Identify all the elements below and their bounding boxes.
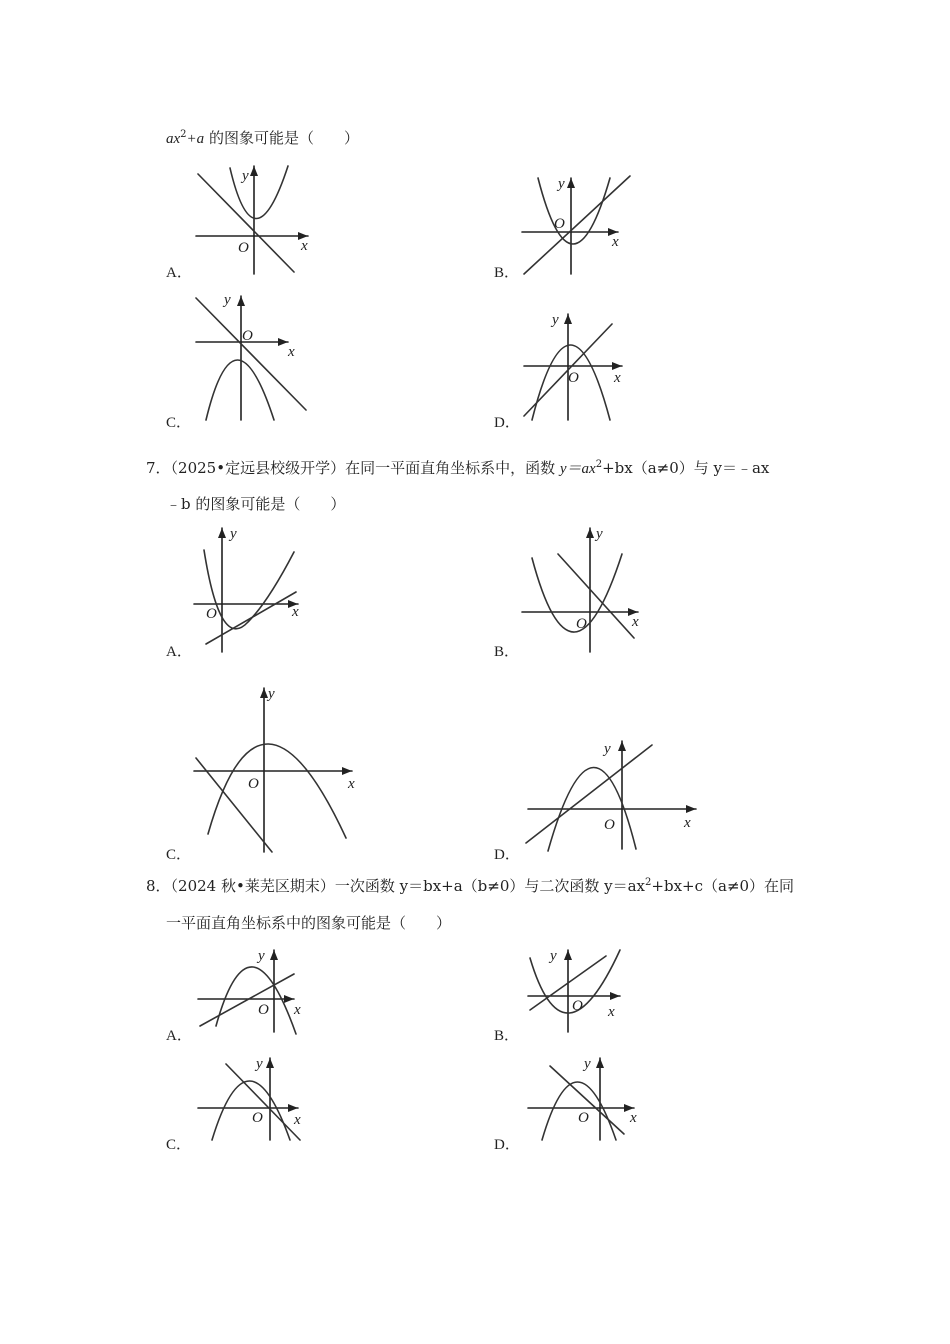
svg-text:y: y (242, 168, 249, 184)
q6-prompt-tail: $ax^2+a$ 的图象可能是（ ） (166, 129, 359, 147)
svg-text:O: O (554, 216, 565, 232)
svg-text:x: x (630, 1110, 637, 1126)
q8-graph-a (190, 944, 320, 1034)
q7-option-d[interactable]: D． (494, 847, 520, 863)
q8-stem-line2: 一平面直角坐标系中的图象可能是（ ） (166, 914, 452, 932)
svg-text:x: x (301, 238, 308, 254)
q6-option-d[interactable]: D． (494, 415, 520, 431)
svg-text:x: x (684, 815, 691, 831)
svg-text:O: O (252, 1110, 263, 1126)
svg-text:x: x (288, 344, 295, 360)
q8-option-c[interactable]: C． (166, 1137, 192, 1153)
svg-text:y: y (550, 948, 557, 964)
q6-graph-b (518, 170, 648, 280)
q6-option-a[interactable]: A． (166, 265, 192, 281)
svg-text:O: O (238, 240, 249, 256)
svg-text:x: x (608, 1004, 615, 1020)
q8-stem-line1: 8．（2024 秋•莱芜区期末）一次函数 y＝bx+a（b≠0）与二次函数 $y=ax^2+bx+c(a\ne 0)$在同 (146, 877, 795, 895)
svg-text:O: O (576, 616, 587, 632)
svg-text:y: y (258, 948, 265, 964)
svg-text:y: y (268, 686, 275, 702)
svg-text:y: y (584, 1056, 591, 1072)
q6-graph-c (190, 290, 320, 425)
svg-text:O: O (604, 817, 615, 833)
svg-text:O: O (242, 328, 253, 344)
q8-graph-b (520, 944, 650, 1034)
svg-text:O: O (206, 606, 217, 622)
q8-option-d[interactable]: D． (494, 1137, 520, 1153)
svg-text:O: O (572, 998, 583, 1014)
q6-graph-d (518, 310, 648, 425)
q8-graph-c (190, 1052, 320, 1142)
q7-graph-b (518, 522, 648, 657)
svg-text:y: y (558, 176, 565, 192)
q7-stem-line2: ﹣b 的图象可能是（ ） (166, 495, 346, 513)
q6-graph-a (190, 160, 320, 280)
q7-option-c[interactable]: C． (166, 847, 192, 863)
q7-graph-a (190, 522, 310, 657)
q7-stem-line1: 7．（2025•定远县校级开学）在同一平面直角坐标系中，函数 $y=ax^2+bx(a\ne 0)$与 y＝﹣ax (146, 459, 770, 477)
svg-text:y: y (224, 292, 231, 308)
q7-option-a[interactable]: A． (166, 644, 192, 660)
q6-option-b[interactable]: B． (494, 265, 520, 281)
q6-option-c[interactable]: C． (166, 415, 192, 431)
svg-text:O: O (258, 1002, 269, 1018)
svg-text:y: y (604, 741, 611, 757)
svg-text:y: y (596, 526, 603, 542)
q8-graph-d (520, 1052, 650, 1142)
q7-graph-c (190, 682, 370, 857)
q8-option-a[interactable]: A． (166, 1028, 192, 1044)
svg-text:O: O (248, 776, 259, 792)
svg-text:x: x (632, 614, 639, 630)
q7-graph-d (520, 735, 700, 855)
q8-option-b[interactable]: B． (494, 1028, 520, 1044)
svg-text:O: O (568, 370, 579, 386)
svg-text:O: O (578, 1110, 589, 1126)
svg-text:x: x (348, 776, 355, 792)
svg-text:x: x (614, 370, 621, 386)
svg-text:x: x (612, 234, 619, 250)
svg-text:y: y (230, 526, 237, 542)
svg-text:x: x (294, 1002, 301, 1018)
q7-option-b[interactable]: B． (494, 644, 520, 660)
svg-text:x: x (294, 1112, 301, 1128)
svg-text:y: y (552, 312, 559, 328)
svg-text:y: y (256, 1056, 263, 1072)
svg-text:x: x (292, 604, 299, 620)
